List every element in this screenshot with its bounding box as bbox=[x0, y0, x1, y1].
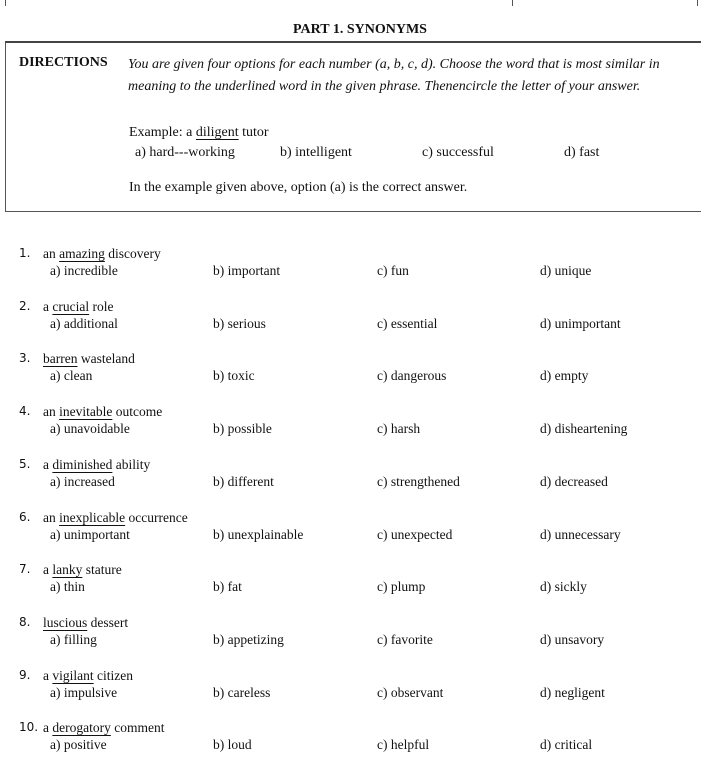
underlined-word: amazing bbox=[59, 246, 105, 261]
phrase-suffix: wasteland bbox=[77, 351, 135, 367]
page-edge-mark bbox=[5, 0, 6, 6]
option-d[interactable]: d) negligent bbox=[540, 684, 605, 700]
question-phrase bbox=[43, 615, 128, 631]
option-b[interactable]: b) different bbox=[213, 473, 274, 489]
phrase-suffix: comment bbox=[110, 720, 165, 736]
option-d[interactable]: d) critical bbox=[540, 737, 593, 753]
phrase-prefix: a bbox=[43, 667, 53, 683]
underlined-word: barren bbox=[43, 351, 78, 367]
question-phrase bbox=[43, 299, 113, 315]
option-c[interactable]: c) essential bbox=[377, 315, 438, 331]
option-c[interactable]: c) unexpected bbox=[377, 526, 453, 542]
example-note: In the example given above, option (a) is the correct answer. bbox=[129, 180, 468, 195]
page-edge-mark bbox=[512, 0, 513, 6]
option-d[interactable]: d) unsavory bbox=[540, 631, 605, 647]
question-phrase bbox=[43, 720, 164, 736]
option-d[interactable]: d) empty bbox=[540, 368, 589, 384]
question-phrase bbox=[43, 404, 162, 420]
question-number: 10. bbox=[19, 720, 39, 735]
example-suffix: tutor bbox=[238, 125, 269, 140]
example-option-a: a) hard---working bbox=[135, 145, 235, 160]
option-c[interactable]: c) dangerous bbox=[377, 368, 447, 384]
question-phrase bbox=[43, 668, 133, 684]
underlined-word: luscious bbox=[43, 614, 88, 630]
example-prefix: Example: a bbox=[129, 125, 196, 140]
example-phrase bbox=[129, 125, 269, 141]
phrase-suffix: outcome bbox=[112, 404, 163, 420]
option-b[interactable]: b) loud bbox=[213, 737, 252, 753]
question-phrase bbox=[43, 510, 188, 526]
option-a[interactable]: a) filling bbox=[50, 631, 97, 647]
underlined-word: inevitable bbox=[59, 404, 113, 420]
option-b[interactable]: b) careless bbox=[213, 684, 271, 700]
option-b[interactable]: b) toxic bbox=[213, 368, 255, 384]
question-number: 7. bbox=[19, 562, 31, 577]
option-a[interactable]: a) additional bbox=[50, 315, 118, 331]
question-number: 2. bbox=[19, 298, 31, 313]
phrase-suffix: role bbox=[89, 298, 114, 314]
phrase-prefix: an bbox=[43, 509, 60, 525]
option-d[interactable]: d) unnecessary bbox=[540, 526, 621, 542]
underlined-word: lanky bbox=[52, 562, 83, 578]
option-d[interactable]: d) disheartening bbox=[540, 421, 628, 437]
page-title: PART 1. SYNONYMS bbox=[293, 22, 427, 37]
question-number: 6. bbox=[19, 509, 31, 524]
option-c[interactable]: c) plump bbox=[377, 579, 426, 595]
example-option-b: b) intelligent bbox=[280, 145, 352, 160]
phrase-suffix: ability bbox=[112, 456, 151, 472]
option-c[interactable]: c) helpful bbox=[377, 737, 430, 753]
phrase-suffix: stature bbox=[82, 562, 122, 578]
option-b[interactable]: b) serious bbox=[213, 315, 266, 331]
question-phrase bbox=[43, 457, 150, 473]
phrase-suffix: discovery bbox=[104, 246, 161, 261]
option-c[interactable]: c) favorite bbox=[377, 631, 433, 647]
option-a[interactable]: a) clean bbox=[50, 368, 93, 384]
option-b[interactable]: b) fat bbox=[213, 579, 242, 595]
phrase-suffix: occurrence bbox=[125, 509, 188, 525]
option-b[interactable]: b) important bbox=[213, 263, 281, 278]
question-number: 3. bbox=[19, 351, 31, 366]
example-option-d: d) fast bbox=[564, 145, 600, 160]
question-number: 4. bbox=[19, 404, 31, 419]
option-a[interactable]: a) incredible bbox=[50, 263, 118, 278]
question-number: 5. bbox=[19, 456, 31, 471]
underlined-word: crucial bbox=[52, 298, 90, 314]
option-c[interactable]: c) harsh bbox=[377, 421, 421, 437]
underlined-word: diminished bbox=[52, 456, 113, 472]
directions-text: You are given four options for each number (a, b, c, d). Choose the word that is most similar in meaning to the underlined word in the given phrase. Thenencircle the letter of your answer. bbox=[128, 57, 660, 94]
option-a[interactable]: a) unimportant bbox=[50, 526, 130, 542]
question-phrase bbox=[43, 351, 135, 367]
underlined-word: vigilant bbox=[52, 667, 94, 683]
phrase-prefix: a bbox=[43, 720, 53, 736]
option-d[interactable]: d) unimportant bbox=[540, 315, 621, 331]
option-c[interactable]: c) observant bbox=[377, 684, 444, 700]
option-c[interactable]: c) strengthened bbox=[377, 473, 460, 489]
directions-label: DIRECTIONS bbox=[19, 55, 108, 70]
question-phrase bbox=[43, 562, 122, 578]
option-d[interactable]: d) unique bbox=[540, 263, 592, 278]
phrase-suffix: citizen bbox=[93, 667, 133, 683]
question-number: 1. bbox=[19, 246, 31, 260]
underlined-word: inexplicable bbox=[59, 509, 126, 525]
option-d[interactable]: d) sickly bbox=[540, 579, 587, 595]
option-d[interactable]: d) decreased bbox=[540, 473, 608, 489]
phrase-prefix: a bbox=[43, 456, 53, 472]
option-b[interactable]: b) possible bbox=[213, 421, 272, 437]
page-edge-mark bbox=[697, 0, 698, 6]
example-underlined-word: diligent bbox=[195, 125, 239, 140]
option-b[interactable]: b) unexplainable bbox=[213, 526, 304, 542]
example-option-c: c) successful bbox=[422, 145, 494, 160]
phrase-prefix: a bbox=[43, 562, 53, 578]
option-c[interactable]: c) fun bbox=[377, 263, 409, 278]
phrase-prefix: an bbox=[43, 246, 60, 261]
phrase-prefix: a bbox=[43, 298, 53, 314]
option-a[interactable]: a) positive bbox=[50, 737, 107, 753]
phrase-prefix: an bbox=[43, 404, 60, 420]
underlined-word: derogatory bbox=[52, 720, 111, 736]
option-a[interactable]: a) thin bbox=[50, 579, 85, 595]
option-b[interactable]: b) appetizing bbox=[213, 631, 284, 647]
option-a[interactable]: a) unavoidable bbox=[50, 421, 130, 437]
question-number: 8. bbox=[19, 614, 31, 629]
option-a[interactable]: a) increased bbox=[50, 473, 115, 489]
question-number: 9. bbox=[19, 667, 31, 682]
phrase-suffix: dessert bbox=[87, 614, 129, 630]
option-a[interactable]: a) impulsive bbox=[50, 684, 118, 700]
question-phrase bbox=[43, 246, 161, 262]
